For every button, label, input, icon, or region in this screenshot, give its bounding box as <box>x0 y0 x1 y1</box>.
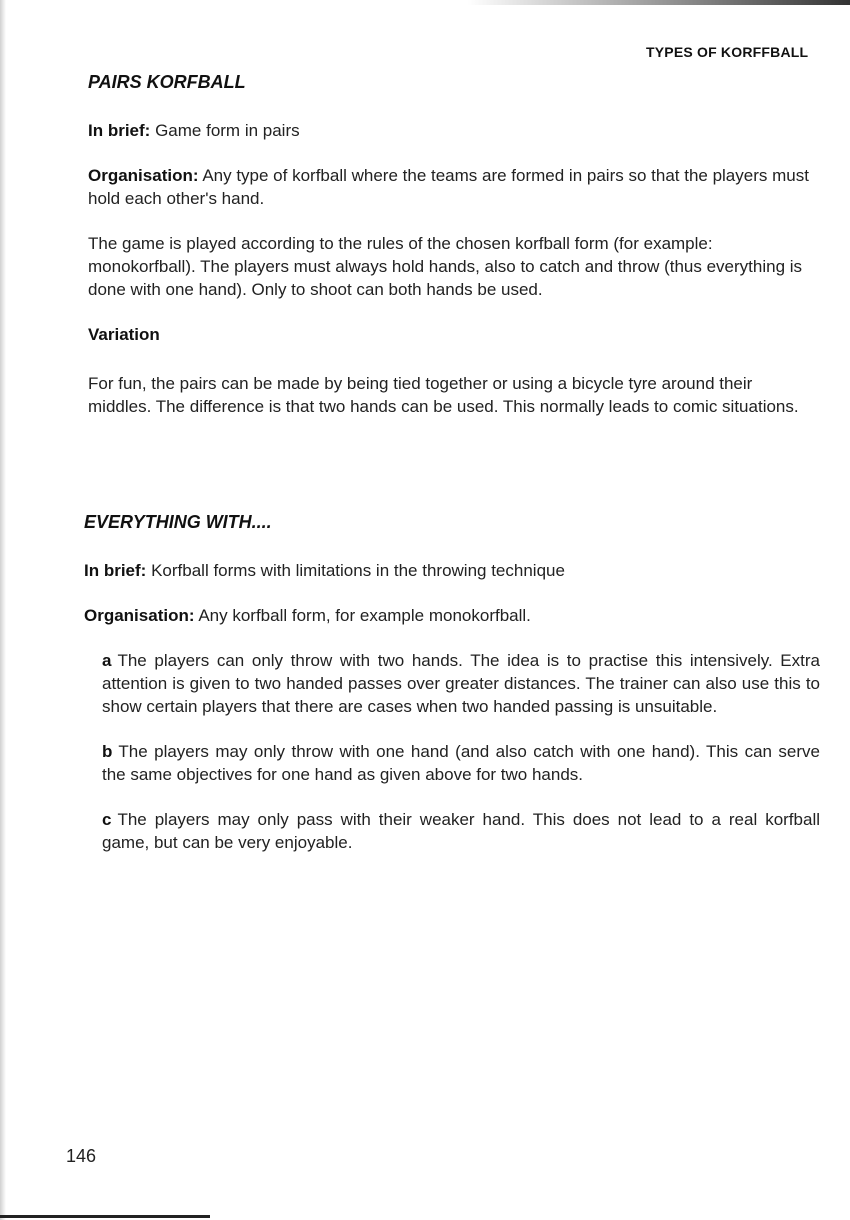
in-brief <box>88 119 818 142</box>
item-text: The players may only throw with one hand (and also catch with one hand). This can serve the same objectives for one hand as given above for two hands. <box>102 742 820 784</box>
in-brief-text: Korfball forms with limitations in the throwing technique <box>151 561 565 580</box>
variation-heading: Variation <box>88 325 160 344</box>
item-letter: c <box>102 810 112 829</box>
body-paragraph: The game is played according to the rules of the chosen korfball form (for example: monokorfball). The players must always hold hands, also to catch and throw (thus everything is done with one hand). Only to shoot can both hands be used. <box>88 234 803 299</box>
organisation-label: Organisation: <box>84 606 195 625</box>
in-brief-text: Game form in pairs <box>155 121 300 140</box>
item-text: The players can only throw with two hands. The idea is to practise this intensively. Extra attention is given to two handed passes over greater distances. The trainer can also use this to show certain players that there are cases when two handed passing is unsuitable. <box>102 651 820 716</box>
organisation <box>84 604 820 627</box>
organisation-label: Organisation: <box>88 166 199 185</box>
organisation-text: Any type of korfball where the teams are formed in pairs so that the players must hold each other's hand. <box>88 166 809 208</box>
list-item-c <box>102 808 820 854</box>
section-pairs-korfball <box>88 72 818 418</box>
item-letter: a <box>102 651 112 670</box>
section-title: EVERYTHING WITH.... <box>84 512 272 532</box>
list-item-b <box>102 740 820 786</box>
scan-bottom-edge <box>0 1215 210 1218</box>
scan-left-edge <box>0 0 6 1220</box>
running-head: TYPES OF KORFFBALL <box>646 44 809 60</box>
scan-top-edge <box>0 0 850 5</box>
organisation <box>88 164 818 210</box>
organisation-text: Any korfball form, for example monokorfball. <box>198 606 531 625</box>
page-number: 146 <box>66 1146 97 1166</box>
item-text: The players may only pass with their weaker hand. This does not lead to a real korfball game, but can be very enjoyable. <box>102 810 820 852</box>
variation-text: For fun, the pairs can be made by being tied together or using a bicycle tyre around their middles. The difference is that two hands can be used. This normally leads to comic situations. <box>88 374 799 416</box>
item-letter: b <box>102 742 113 761</box>
section-title: PAIRS KORFBALL <box>88 72 246 92</box>
in-brief-label: In brief: <box>88 121 151 140</box>
section-everything-with <box>84 512 820 854</box>
list-item-a <box>102 649 820 718</box>
in-brief-label: In brief: <box>84 561 147 580</box>
in-brief <box>84 559 820 582</box>
